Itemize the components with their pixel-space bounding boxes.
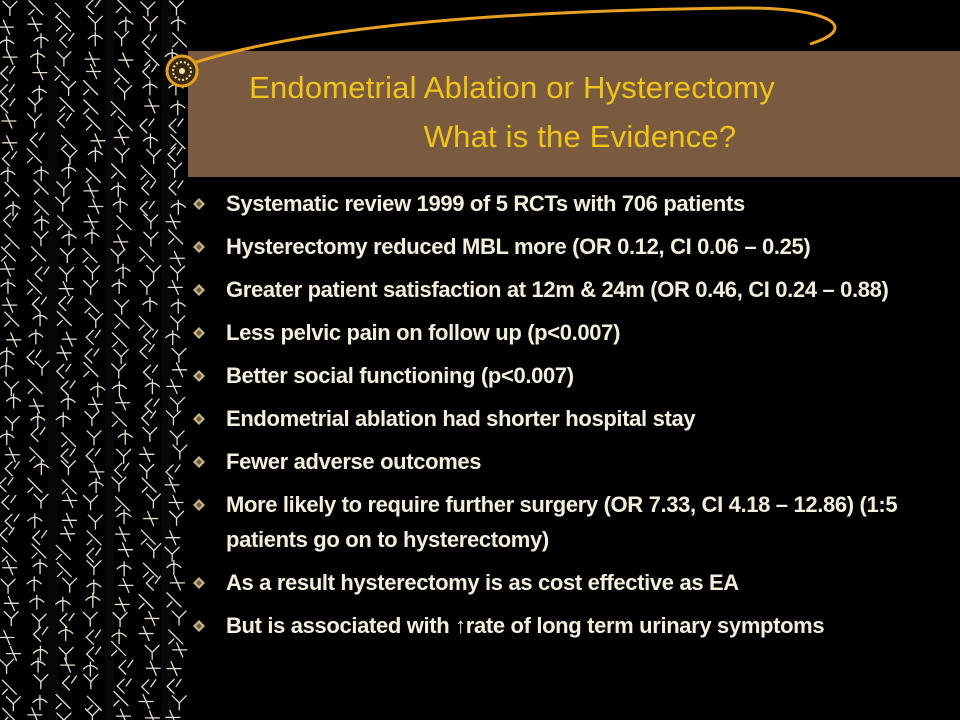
diamond-bullet-icon bbox=[192, 283, 206, 297]
diamond-bullet-icon bbox=[192, 412, 206, 426]
diamond-bullet-icon bbox=[192, 240, 206, 254]
slide-title: Endometrial Ablation or Hysterectomy bbox=[249, 70, 775, 105]
abstract-line-pattern-icon bbox=[0, 0, 190, 720]
diamond-bullet-icon bbox=[192, 455, 206, 469]
bullet-text: Systematic review 1999 of 5 RCTs with 706 patients bbox=[226, 191, 745, 216]
decorative-left-strip bbox=[0, 0, 190, 720]
bullet-text: Less pelvic pain on follow up (p<0.007) bbox=[226, 320, 621, 345]
bullet-item bbox=[192, 186, 952, 221]
bullet-text: Greater patient satisfaction at 12m & 24m (OR 0.46, CI 0.24 – 0.88) bbox=[226, 277, 889, 302]
diamond-bullet-icon bbox=[192, 619, 206, 633]
diamond-bullet-icon bbox=[192, 576, 206, 590]
slide-subtitle: What is the Evidence? bbox=[423, 119, 737, 154]
bullet-item bbox=[192, 272, 952, 307]
bullet-text: Endometrial ablation had shorter hospital stay bbox=[226, 406, 696, 431]
bullet-text: Hysterectomy reduced MBL more (OR 0.12, CI 0.06 – 0.25) bbox=[226, 234, 811, 259]
bullet-text: Better social functioning (p<0.007) bbox=[226, 363, 574, 388]
bullet-item bbox=[192, 565, 952, 600]
bullet-text: As a result hysterectomy is as cost effective as EA bbox=[226, 570, 739, 595]
bullet-item bbox=[192, 487, 952, 557]
title-band bbox=[188, 51, 960, 177]
bullet-item bbox=[192, 401, 952, 436]
bullet-text: But is associated with ↑rate of long term urinary symptoms bbox=[226, 613, 825, 638]
diamond-bullet-icon bbox=[192, 326, 206, 340]
bullet-item bbox=[192, 444, 952, 479]
diamond-bullet-icon bbox=[192, 369, 206, 383]
bullet-item bbox=[192, 358, 952, 393]
diamond-bullet-icon bbox=[192, 197, 206, 211]
bullet-text: More likely to require further surgery (OR 7.33, CI 4.18 – 12.86) (1:5 patients go on to hysterectomy) bbox=[226, 492, 898, 552]
bullet-item bbox=[192, 608, 952, 643]
bullet-item bbox=[192, 229, 952, 264]
bullet-item bbox=[192, 315, 952, 350]
diamond-bullet-icon bbox=[192, 498, 206, 512]
bullet-text: Fewer adverse outcomes bbox=[226, 449, 482, 474]
bullet-list bbox=[192, 186, 952, 651]
